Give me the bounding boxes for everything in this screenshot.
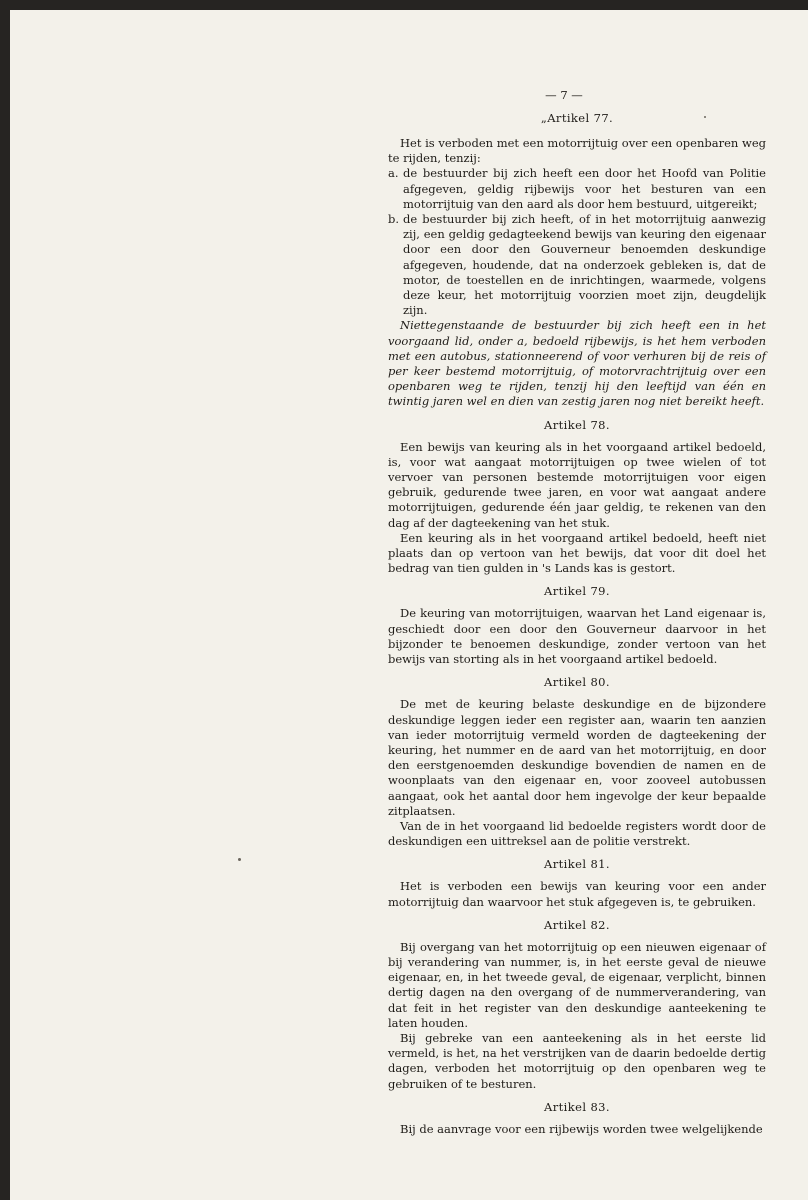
page-number: — 7 —	[545, 88, 583, 102]
paper-speck	[238, 858, 241, 861]
article-77	[388, 106, 766, 410]
list-item	[388, 166, 766, 212]
paragraph: Bij de aanvrage voor een rijbewijs worden twee welgelijkende	[400, 1121, 763, 1136]
list-item-text: de bestuurder bij zich heeft een door het Hoofd van Politie afgegeven, geldig rijbewijs voor het besturen van een motorrijtuig van den aard als door hem bestuurd, uitgereikt;	[403, 166, 766, 211]
article-81	[388, 849, 766, 909]
paragraph: Van de in het voorgaand lid bedoelde registers wordt door de deskundigen een uittreksel aan de politie verstrekt.	[388, 818, 766, 849]
paragraph: De met de keuring belaste deskundige en de bijzondere deskundige leggen ieder een register aan, waarin ten aanzien van ieder motorrijtuig vermeld worden de dagteekening der keuring, het nummer en de aard van het motorrijtuig, en door den eerstgenoemden deskundige bovendien de namen en de woonplaats van den eigenaar en, voor zooveel autobussen aangaat, ook het aantal door hem ingevolge der keur bepaalde zitplaatsen.	[388, 697, 766, 818]
article-80	[388, 667, 766, 849]
article-83	[388, 1092, 766, 1137]
paragraph: Het is verboden een bewijs van keuring voor een ander motorrijtuig dan waarvoor het stuk afgegeven is, te gebruiken.	[388, 879, 766, 909]
list-item	[388, 212, 766, 318]
article-78	[388, 410, 766, 577]
article-79	[388, 576, 766, 667]
article-82	[388, 910, 766, 1092]
list-item-label: b.	[388, 212, 400, 227]
paragraph: Een keuring als in het voorgaand artikel bedoeld, heeft niet plaats dan op vertoon van het bewijs, dat voor dit doel het bedrag van tien gulden in 's Lands kas is gestort.	[388, 530, 766, 576]
article-title: Artikel 82.	[544, 917, 610, 932]
page-text	[388, 88, 766, 1137]
article-intro: Het is verboden met een motorrijtuig over een openbaren weg te rijden, tenzij:	[388, 136, 766, 166]
paragraph: De keuring van motorrijtuigen, waarvan het Land eigenaar is, geschiedt door een door den Gouverneur daarvoor in het bijzonder te benoemen deskundige, zonder vertoon van het bewijs van storting als in het voorgaand artikel bedoeld.	[388, 606, 766, 667]
paragraph: Bij overgang van het motorrijtuig op een nieuwen eigenaar of bij verandering van nummer, is, in het eerste geval de nieuwe eigenaar, en, in het tweede geval, de eigenaar, verplicht, binnen dertig dagen na den overgang of de nummerverandering, van dat feit in het register van den deskundige aanteekening te laten houden.	[388, 939, 766, 1030]
article-title: Artikel 80.	[544, 675, 610, 690]
paragraph: Een bewijs van keuring als in het voorgaand artikel bedoeld, is, voor wat aangaat motorrijtuigen op twee wielen of tot vervoer van personen bestemde motorrijtuigen voor eigen gebruik, gedurende twee jaren, en voor wat aangaat andere motorrijtuigen, gedurende één jaar geldig, te rekenen van den dag af der dagteekening van het stuk.	[388, 439, 766, 530]
article-title: Artikel 79.	[544, 584, 610, 599]
article-title: Artikel 78.	[544, 417, 610, 432]
list-item-text: de bestuurder bij zich heeft, of in het motorrijtuig aanwezig zij, een geldig gedagteekend bewijs van keuring den eigenaar door een door den Gouverneur benoemden deskundige afgegeven, houdende, dat na onderzoek gebleken is, dat de motor, de toestellen en de inrichtingen, waarmede, volgens deze keur, het motorrijtuig voorzien moet zijn, deugdelijk zijn.	[403, 212, 766, 318]
paragraph: Bij gebreke van een aanteekening als in het eerste lid vermeld, is het, na het verstrijken van de daarin bedoelde dertig dagen, verboden het motorrijtuig op den openbaren weg te gebruiken of te besturen.	[388, 1030, 766, 1091]
list-item-label: a.	[388, 166, 399, 181]
article-title: Artikel 83.	[544, 1099, 610, 1114]
article-title: „Artikel 77.	[540, 111, 614, 125]
article-title: Artikel 81.	[544, 857, 610, 872]
italic-paragraph: Niettegenstaande de bestuurder bij zich heeft een in het voorgaand lid, onder a, bedoeld rijbewijs, is het hem verboden met een autobus, stationneerend of voor verhuren bij de reis of per keer bestemd motorrijtuig, of motorvrachtrijtuig over een openbaren weg te rijden, tenzij hij den leeftijd van één en twintig jaren wel en dien van zestig jaren nog niet bereikt heeft.	[388, 318, 766, 409]
